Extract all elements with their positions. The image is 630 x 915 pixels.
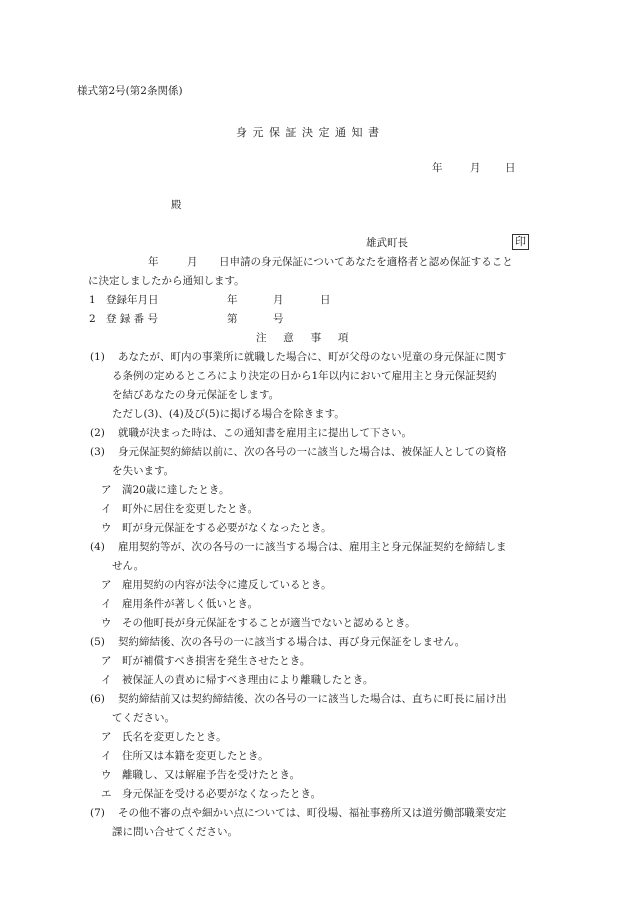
note-line: 課に問い合せてください。 (112, 826, 238, 838)
notes-heading: 注意事項 (256, 332, 366, 344)
field-value: 年 (227, 294, 238, 306)
note-item-mark: イ (101, 503, 112, 515)
addressee-suffix: 殿 (171, 199, 182, 211)
note-item-mark: ア (101, 655, 112, 667)
field-label-registration-date: 登録年月日 (106, 294, 159, 306)
note-number: (5) (90, 636, 105, 648)
note-line: あなたが、町内の事業所に就職した場合に、町が父母のない児童の身元保証に関す (118, 351, 507, 363)
note-item-text: 町が身元保証をする必要がなくなったとき。 (122, 522, 332, 534)
form-number: 様式第2号(第2条関係) (77, 85, 183, 97)
note-item-text: 身元保証を受ける必要がなくなったとき。 (122, 788, 322, 800)
date-year: 年 (432, 162, 443, 174)
note-item-mark: イ (101, 598, 112, 610)
note-line: 契約締結前又は契約締結後、次の各号の一に該当した場合は、直ちに町長に届け出 (118, 693, 507, 705)
field-value: 第 (227, 313, 238, 325)
note-item-mark: ア (101, 731, 112, 743)
note-item-text: 町外に居住を変更したとき。 (122, 503, 259, 515)
field-value: 月 (273, 294, 284, 306)
note-item-mark: ウ (101, 522, 112, 534)
note-line: を失います。 (112, 465, 175, 477)
intro-year: 年 (148, 256, 159, 268)
issuer-name: 雄武町長 (366, 237, 408, 249)
note-item-text: その他町長が身元保証をすることが適当でないと認めるとき。 (122, 617, 416, 629)
note-line: を結びあなたの身元保証をします。 (112, 389, 280, 401)
field-number: 1 (89, 294, 96, 306)
document-title: 身元保証決定通知書 (236, 126, 385, 139)
note-number: (3) (90, 446, 105, 458)
field-label-registration-number: 登 録 番 号 (106, 313, 159, 325)
note-item-text: 満20歳に達したとき。 (122, 484, 230, 496)
field-value: 日 (320, 294, 331, 306)
note-item-mark: ア (101, 484, 112, 496)
note-item-text: 離職し、又は解雇予告を受けたとき。 (122, 769, 301, 781)
note-item-text: 氏名を変更したとき。 (122, 731, 227, 743)
note-item-text: 雇用条件が著しく低いとき。 (122, 598, 259, 610)
note-line: 契約締結後、次の各号の一に該当する場合は、再び身元保証をしません。 (118, 636, 466, 648)
note-line: ただし(3)、(4)及び(5)に掲げる場合を除きます。 (112, 408, 345, 420)
note-item-mark: ウ (101, 617, 112, 629)
note-line: その他不審の点や細かい点については、町役場、福祉事務所又は道労働部職業安定 (118, 807, 507, 819)
note-item-text: 町が補償すべき損害を発生させたとき。 (122, 655, 311, 667)
note-line: せん。 (112, 560, 145, 572)
note-line: てください。 (112, 712, 175, 724)
note-item-text: 雇用契約の内容が法令に違反しているとき。 (122, 579, 332, 591)
note-number: (7) (90, 807, 105, 819)
note-item-text: 住所又は本籍を変更したとき。 (122, 750, 269, 762)
intro-line-2: に決定しましたから通知します。 (88, 275, 245, 287)
field-value: 号 (273, 313, 284, 325)
note-item-mark: イ (101, 750, 112, 762)
note-item-mark: エ (101, 788, 112, 800)
intro-month: 月 (187, 256, 198, 268)
note-item-text: 被保証人の責めに帰すべき理由により離職したとき。 (122, 674, 374, 686)
note-number: (2) (90, 427, 105, 439)
note-item-mark: ア (101, 579, 112, 591)
note-line: 身元保証契約締結以前に、次の各号の一に該当した場合は、被保証人としての資格 (118, 446, 507, 458)
note-number: (6) (90, 693, 105, 705)
note-number: (1) (90, 351, 105, 363)
field-number: 2 (89, 313, 96, 325)
intro-line-1: 日申請の身元保証についてあなたを適格者と認め保証すること (219, 256, 513, 268)
note-item-mark: ウ (101, 769, 112, 781)
note-line: 就職が決まった時は、この通知書を雇用主に提出して下さい。 (118, 427, 412, 439)
date-month: 月 (470, 162, 481, 174)
seal-mark: 印 (512, 234, 529, 250)
note-item-mark: イ (101, 674, 112, 686)
note-line: る条例の定めるところにより決定の日から1年以内において雇用主と身元保証契約 (112, 370, 497, 382)
note-line: 雇用契約等が、次の各号の一に該当する場合は、雇用主と身元保証契約を締結しま (118, 541, 507, 553)
date-day: 日 (505, 162, 516, 174)
note-number: (4) (90, 541, 105, 553)
